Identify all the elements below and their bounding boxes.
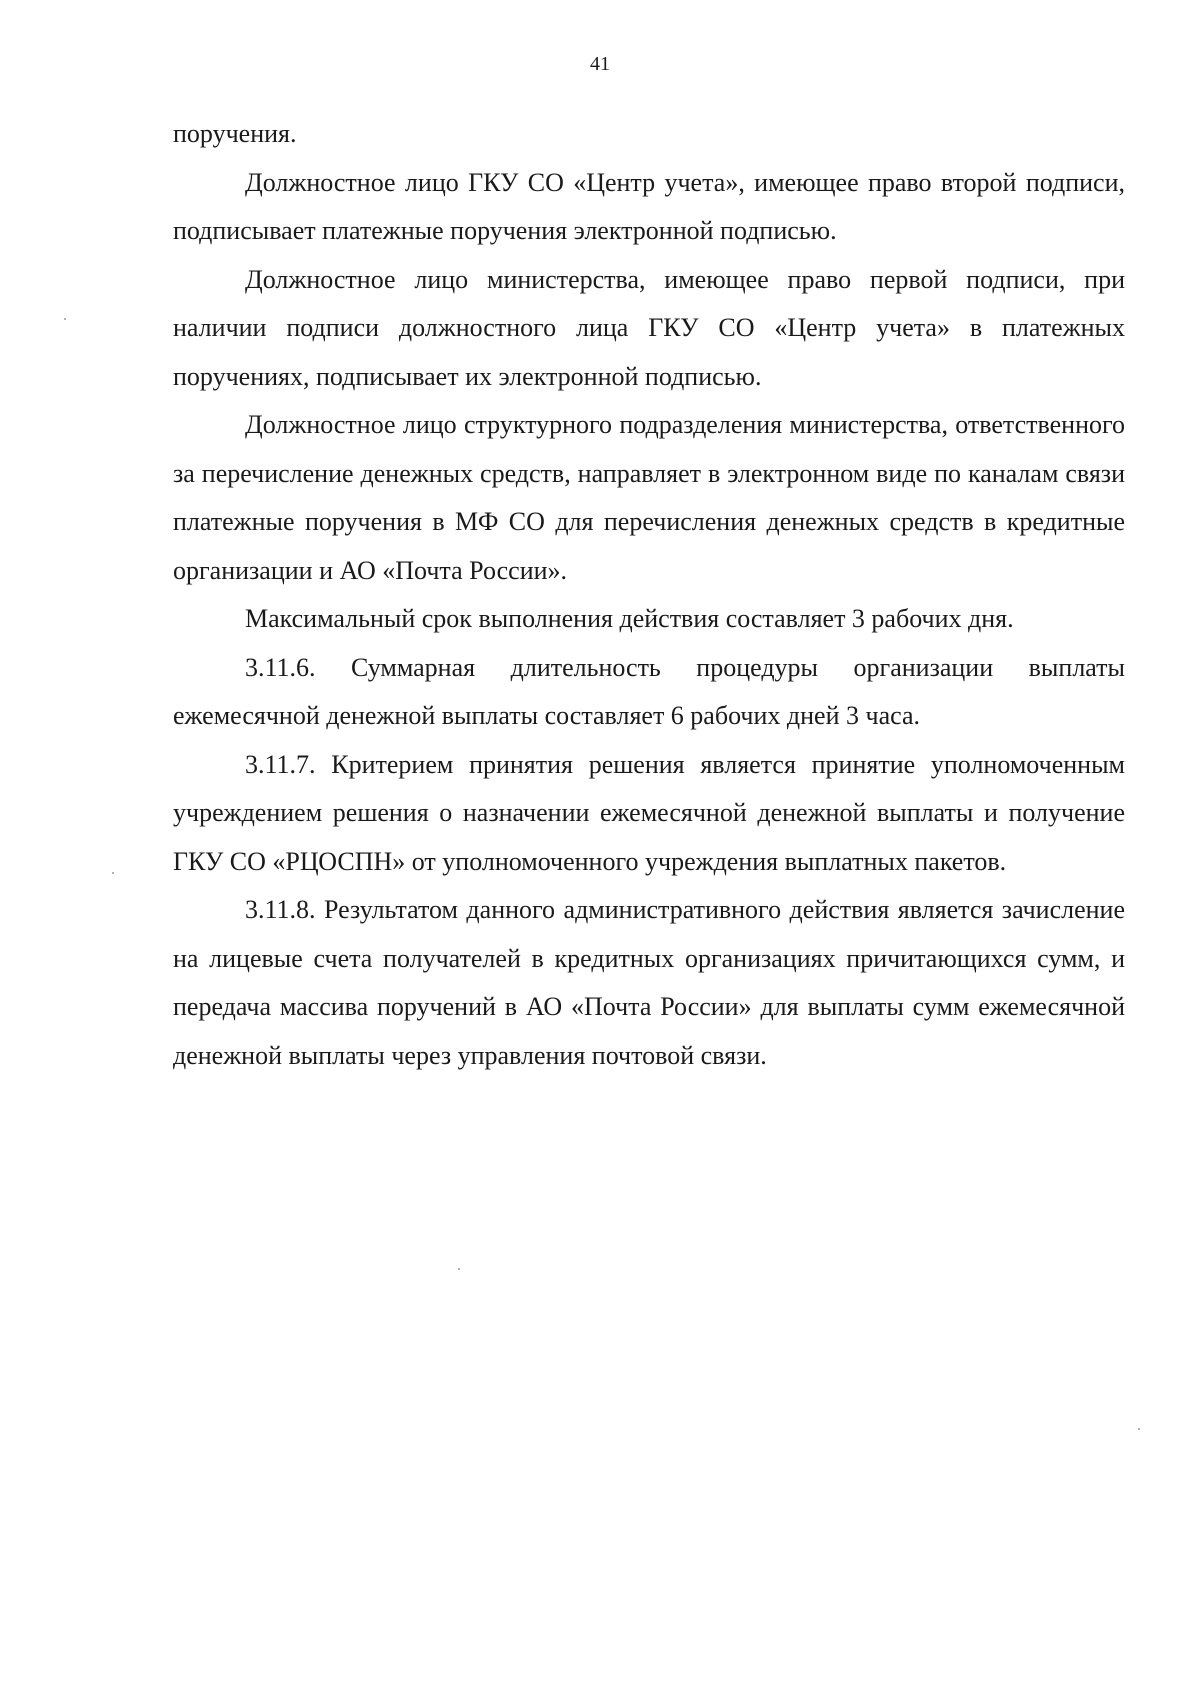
paragraph-max-term: Максимальный срок выполнения действия составляет 3 рабочих дня. [245,604,1014,633]
paragraph-first-signature: Должностное лицо министерства, имеющее право первой подписи, при наличии подписи должностного лица ГКУ СО «Центр учета» в платежных поручениях, подписывает их электронной подписью. [173,264,1125,391]
document-body [173,110,1125,1080]
page-number: 41 [590,53,610,75]
scan-speck [1138,1428,1140,1430]
scan-speck [458,1268,460,1270]
paragraph-3-11-6: 3.11.6. Суммарная длительность процедуры организации выплаты ежемесячной денежной выплаты составляет 6 рабочих дней 3 часа. [173,652,1125,730]
scan-speck [112,872,114,874]
paragraph-3-11-8: 3.11.8. Результатом данного административного действия является зачисление на лицевые счета получателей в кредитных организациях причитающихся сумм, и передача массива поручений в АО «Почта России» для выплаты сумм ежемесячной денежной выплаты через управления почтовой связи. [173,895,1125,1070]
paragraph-3-11-7: 3.11.7. Критерием принятия решения является принятие уполномоченным учреждением решения о назначении ежемесячной денежной выплаты и получение ГКУ СО «РЦОСПН» от уполномоченного учреждения выплатных пакетов. [173,749,1125,876]
paragraph-second-signature: Должностное лицо ГКУ СО «Центр учета», имеющее право второй подписи, подписывает платежные поручения электронной подписью. [173,167,1125,245]
paragraph-transfer-responsibility: Должностное лицо структурного подразделения министерства, ответственного за перечисление денежных средств, направляет в электронном виде по каналам связи платежные поручения в МФ СО для перечисления денежных средств в кредитные организации и АО «Почта России». [173,410,1125,585]
scan-speck [64,318,66,320]
paragraph-continuation: поручения. [173,119,297,148]
